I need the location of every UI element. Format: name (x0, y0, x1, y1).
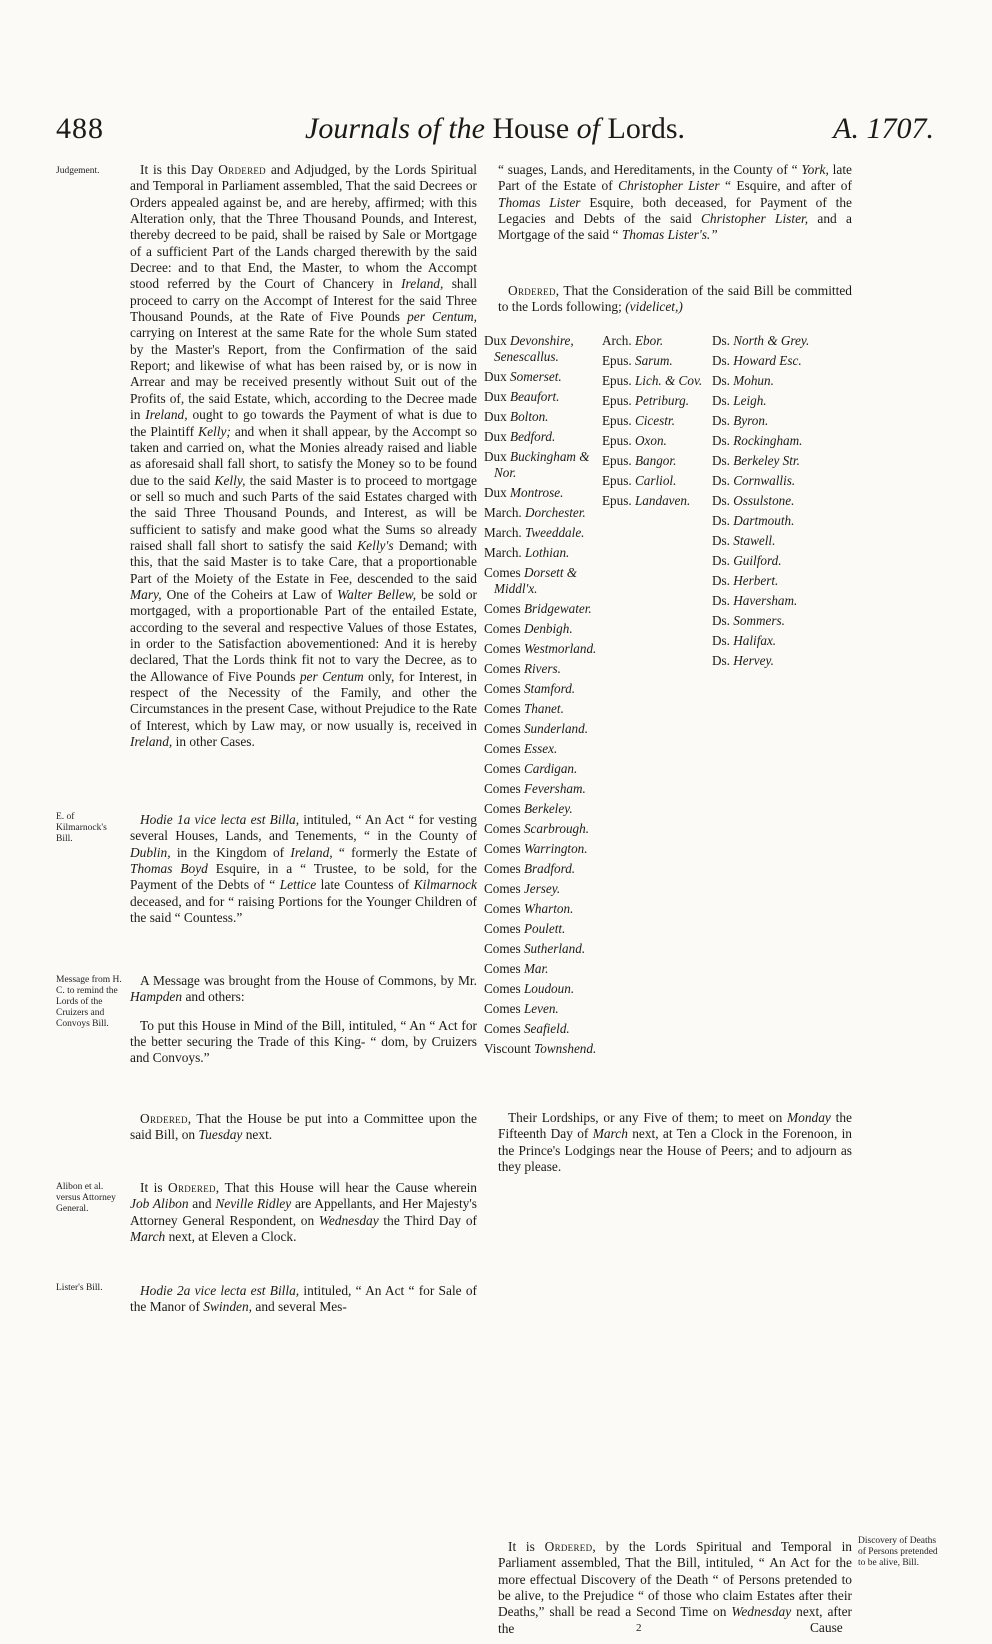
lord-entry (712, 373, 852, 389)
lord-name: Westmorland. (523, 641, 597, 656)
lord-title: Dux (484, 449, 507, 464)
margin-note-discovery: Discovery of Deaths of Persons pretended to be alive, Bill. (858, 1536, 938, 1568)
lord-title: Comes (484, 601, 521, 616)
lord-entry (484, 681, 598, 697)
lord-entry (484, 545, 598, 561)
lord-name: Leigh. (733, 393, 767, 408)
lord-entry (484, 449, 598, 481)
committee-entry: Ordered, That the House be put into a Committee upon the said Bill, on Tuesday next. (130, 1111, 477, 1143)
lord-entry (484, 701, 598, 717)
lord-title: Epus. (602, 353, 632, 368)
lord-name: Somerset. (510, 369, 562, 384)
lord-name: Montrose. (510, 485, 564, 500)
lord-entry (484, 389, 598, 405)
lord-title: March. (484, 505, 522, 520)
lister-continuation: “ suages, Lands, and Hereditaments, in the County of “ York, late Part of the Estate of Christopher Lister “ Esquire, and after of Thomas Lister Esquire, both deceased, for Payment of the Legacies and Debts of the said Christopher Lister, and a Mortgage of the said “ Thomas Lister's.” (498, 162, 852, 243)
lord-entry (484, 861, 598, 877)
lord-entry (484, 641, 598, 657)
lord-name: Devonshire, Senescallus. (494, 333, 574, 364)
lord-name: Mar. (523, 961, 549, 976)
judgement-paragraph: It is this Day Ordered and Adjudged, by the Lords Spiritual and Temporal in Parliament assembled, That the said Decrees or Orders appealed against be, and are hereby, affirmed; with this Alteration only, that the Three Thousand Pounds, and Interest, thereby decreed to be paid, shall be raised by Sale or Mortgage of a sufficient Part of the Lands charged therewith by the said Decree: and to that End, the Master, to whom the Accompt stood referred by the Court of Chancery in Ireland, shall proceed to carry on the Accompt of Interest for the said Three Thousand Pounds, at the Rate of Five Pounds per Centum, carrying on Interest at the same Rate for the whole Sum stated by the Master's Report, from the Confirmation of the said Report; and likewise of what has been raised by, or is now in Arrear and may be received presently without Suit out of the Profits of, the said Estate, which, according to the Decree made in Ireland, ought to go towards the Payment of what is due to the Plaintiff Kelly; and when it shall appear, by the Accompt so taken and carried on, what the Monies already raised and liable as aforesaid shall fall short, to satisfy the Money so to be found due to the said Kelly, the said Master is to proceed to mortgage or sell so much and such Parts of the said Estates charged with the said Three Thousand Pounds, and Interest, as will be sufficient to satisfy and make good what the Sums so already raised shall fall short to satisfy the said Kelly's Demand; with this, that the said Master is to take Care, that a proportionable Part of the Moiety of the Estate in Fee, descended to the said Mary, One of the Coheirs at Law of Walter Bellew, be sold or mortgaged, with a proportionable Part of the entailed Estate, according to the several and respective Values of those Estates, in order to the Satisfaction abovementioned: And it is hereby declared, That the Lords think fit not to vary the Decree, as to the Allowance of Five Pounds per Centum only, for Interest, in respect of the Necessity of the Family, and other the Circumstances in the present Case, without Prejudice to the Rate of Interest, which by Law may, or now usually is, received in Ireland, in other Cases. (130, 162, 478, 750)
lord-name: Petriburg. (634, 393, 690, 408)
lord-entry (484, 429, 598, 445)
lord-title: Comes (484, 621, 521, 636)
lord-entry (484, 761, 598, 777)
lord-name: Ebor. (634, 333, 664, 348)
lord-entry (484, 801, 598, 817)
lord-name: Haversham. (733, 593, 798, 608)
lords-list-dukes-earls (484, 333, 598, 1061)
lord-entry (712, 593, 852, 609)
lord-entry (602, 393, 714, 409)
lord-entry (484, 781, 598, 797)
lord-title: Epus. (602, 433, 632, 448)
running-title: Journals of the House of Lords. (305, 112, 685, 145)
lord-name: Dorsett & Middl'x. (494, 565, 578, 596)
lord-name: Scarbrough. (523, 821, 590, 836)
page-number: 488 (56, 112, 104, 145)
lord-entry (484, 881, 598, 897)
lord-title: Dux (484, 389, 507, 404)
lord-name: Leven. (523, 1001, 559, 1016)
lord-name: Loudoun. (523, 981, 575, 996)
lord-title: Comes (484, 921, 521, 936)
lord-title: Comes (484, 801, 521, 816)
lord-entry (712, 353, 852, 369)
lord-entry (712, 633, 852, 649)
lord-entry (712, 433, 852, 449)
lord-title: Ds. (712, 453, 730, 468)
lord-entry (484, 485, 598, 501)
lord-title: Epus. (602, 373, 632, 388)
lord-name: Poulett. (523, 921, 566, 936)
lord-entry (602, 493, 714, 509)
lord-title: Epus. (602, 493, 632, 508)
lord-title: Ds. (712, 493, 730, 508)
year: A. 1707. (833, 112, 934, 145)
lord-name: Buckingham & Nor. (494, 449, 590, 480)
lord-title: Comes (484, 661, 521, 676)
lord-title: Comes (484, 981, 521, 996)
margin-note-kilmarnock: E. of Kilmarnock's Bill. (56, 812, 107, 844)
lord-title: Comes (484, 1021, 521, 1036)
lord-name: Stamford. (523, 681, 576, 696)
lord-name: Herbert. (733, 573, 779, 588)
message-entry: A Message was brought from the House of Commons, by Mr. Hampden and others: To put this House in Mind of the Bill, intituled, “ An “ Act for the better securing the Trade of this King- “ dom, by Cruizers and Convoys.” (130, 973, 477, 1066)
lord-entry (712, 613, 852, 629)
lord-entry (712, 413, 852, 429)
lord-name: Bangor. (634, 453, 677, 468)
lord-title: Comes (484, 641, 521, 656)
lord-title: Dux (484, 409, 507, 424)
discovery-entry: It is Ordered, by the Lords Spiritual and Temporal in Parliament assembled, That the Bill, intituled, “ An Act for the more effectual Discovery of the Death “ of Persons pretended to be alive, to the Prejudice “ of those who claim Estates after their Deaths,” shall be read a Second Time on Wednesday next, after the (498, 1539, 853, 1636)
lord-title: Ds. (712, 553, 730, 568)
lord-name: Sommers. (733, 613, 785, 628)
lord-name: Bolton. (510, 409, 549, 424)
lord-name: North & Grey. (733, 333, 810, 348)
lord-name: Dorchester. (525, 505, 586, 520)
lord-name: Bradford. (523, 861, 576, 876)
lord-title: Epus. (602, 473, 632, 488)
lord-name: Stawell. (733, 533, 776, 548)
lord-title: Comes (484, 741, 521, 756)
lord-entry (484, 961, 598, 977)
lord-name: Seafield. (523, 1021, 570, 1036)
lord-entry (484, 565, 598, 597)
lord-title: Viscount (484, 1041, 531, 1056)
lord-title: Ds. (712, 593, 730, 608)
lord-entry (484, 941, 598, 957)
lord-name: Sarum. (634, 353, 673, 368)
lord-entry (484, 409, 598, 425)
lord-entry (484, 1041, 598, 1057)
lord-entry (602, 473, 714, 489)
lord-entry (484, 981, 598, 997)
alibon-entry: It is Ordered, That this House will hear the Cause wherein Job Alibon and Neville Ridley are Appellants, and Her Majesty's Attorney General Respondent, on Wednesday the Third Day of March next, at Eleven a Clock. (130, 1180, 477, 1245)
lord-entry (712, 453, 852, 469)
lord-name: Warrington. (523, 841, 588, 856)
lord-title: Ds. (712, 613, 730, 628)
lord-title: Comes (484, 941, 521, 956)
lord-entry (484, 721, 598, 737)
lord-title: Comes (484, 781, 521, 796)
lord-name: Cardigan. (523, 761, 578, 776)
lord-name: Mohun. (733, 373, 774, 388)
lord-name: Dartmouth. (733, 513, 795, 528)
lord-name: Bedford. (510, 429, 556, 444)
lord-name: Carliol. (634, 473, 677, 488)
lord-name: Wharton. (523, 901, 574, 916)
lord-entry (712, 473, 852, 489)
lord-title: Comes (484, 961, 521, 976)
lord-entry (602, 413, 714, 429)
lord-title: Dux (484, 485, 507, 500)
lord-title: Ds. (712, 573, 730, 588)
lord-entry (712, 513, 852, 529)
lord-title: Ds. (712, 373, 730, 388)
lord-title: Comes (484, 881, 521, 896)
lord-name: Lich. & Cov. (634, 373, 703, 388)
lord-title: Ds. (712, 393, 730, 408)
margin-note-alibon: Alibon et al. versus Attorney General. (56, 1182, 116, 1214)
lord-title: Ds. (712, 533, 730, 548)
lord-title: Comes (484, 901, 521, 916)
lord-name: Guilford. (733, 553, 782, 568)
lord-entry (484, 333, 598, 365)
lord-entry (712, 393, 852, 409)
lords-list-bishops (602, 333, 714, 513)
lord-name: Denbigh. (523, 621, 573, 636)
lord-name: Berkeley Str. (733, 453, 800, 468)
lordships-entry: Their Lordships, or any Five of them; to meet on Monday the Fifteenth Day of March next, at Ten a Clock in the Forenoon, in the Prince's Lodgings near the House of Peers; and to adjourn as they please. (498, 1110, 852, 1175)
lord-entry (712, 493, 852, 509)
lord-name: Feversham. (523, 781, 586, 796)
lord-entry (484, 921, 598, 937)
lord-title: Dux (484, 429, 507, 444)
lord-name: Howard Esc. (733, 353, 802, 368)
committed-entry: Ordered, That the Consideration of the said Bill be committed to the Lords following; (videlicet,) (498, 283, 853, 315)
kilmarnock-entry: Hodie 1a vice lecta est Billa, intituled, “ An Act “ for vesting several Houses, Lands, and Tenements, “ in the County of Dublin, in the Kingdom of Ireland, “ formerly the Estate of Thomas Boyd Esquire, in a “ Trustee, to be sold, for the Payment of the Debts of “ Lettice late Countess of Kilmarnock deceased, and for “ raising Portions for the Younger Children of the said “ Countess.” (130, 812, 478, 926)
lord-name: Byron. (733, 413, 769, 428)
lord-name: Jersey. (523, 881, 561, 896)
lord-entry (484, 1021, 598, 1037)
lord-title: Ds. (712, 413, 730, 428)
lord-name: Rivers. (523, 661, 561, 676)
lord-entry (484, 901, 598, 917)
lord-title: Comes (484, 861, 521, 876)
lord-entry (484, 505, 598, 521)
lord-entry (484, 525, 598, 541)
page-header (56, 112, 934, 152)
lord-name: Bridgewater. (523, 601, 592, 616)
lord-name: Lothian. (525, 545, 570, 560)
lord-name: Halifax. (733, 633, 777, 648)
lord-title: Comes (484, 721, 521, 736)
lord-title: Ds. (712, 333, 730, 348)
lord-name: Townshend. (534, 1041, 597, 1056)
lord-entry (484, 741, 598, 757)
lord-entry (602, 373, 714, 389)
lord-title: Comes (484, 701, 521, 716)
lord-entry (484, 601, 598, 617)
lord-name: Ossulstone. (733, 493, 795, 508)
left-column (130, 162, 477, 750)
catchword: Cause (810, 1620, 843, 1635)
lord-title: Comes (484, 565, 521, 580)
lord-title: Comes (484, 821, 521, 836)
lord-title: March. (484, 525, 522, 540)
lord-name: Beaufort. (510, 389, 560, 404)
lord-entry (484, 821, 598, 837)
lord-entry (602, 333, 714, 349)
lord-name: Hervey. (733, 653, 774, 668)
lord-title: Dux (484, 369, 507, 384)
lord-title: Arch. (602, 333, 632, 348)
lord-name: Landaven. (634, 493, 691, 508)
margin-note-judgement: Judgement. (56, 166, 100, 176)
lord-name: Essex. (523, 741, 558, 756)
lords-list (484, 333, 864, 1073)
lord-entry (712, 573, 852, 589)
lord-name: Tweeddale. (525, 525, 585, 540)
lord-title: March. (484, 545, 522, 560)
signature-mark: 2 (636, 1622, 642, 1634)
lord-entry (602, 353, 714, 369)
lord-title: Epus. (602, 453, 632, 468)
lord-name: Oxon. (634, 433, 667, 448)
lord-entry (602, 433, 714, 449)
lister-entry: Hodie 2a vice lecta est Billa, intituled, “ An Act “ for Sale of the Manor of Swinden, and several Mes- (130, 1283, 478, 1315)
lord-entry (484, 841, 598, 857)
lord-name: Berkeley. (523, 801, 573, 816)
lord-title: Ds. (712, 633, 730, 648)
lord-entry (712, 533, 852, 549)
lord-title: Ds. (712, 473, 730, 488)
lord-name: Sutherland. (523, 941, 586, 956)
lord-name: Cornwallis. (733, 473, 796, 488)
lord-title: Ds. (712, 513, 730, 528)
lord-title: Comes (484, 681, 521, 696)
lord-entry (484, 1001, 598, 1017)
lord-title: Dux (484, 333, 507, 348)
lord-entry (484, 661, 598, 677)
lords-list-barons (712, 333, 852, 673)
lord-title: Comes (484, 761, 521, 776)
lord-title: Comes (484, 841, 521, 856)
lord-title: Ds. (712, 653, 730, 668)
margin-note-lister: Lister's Bill. (56, 1283, 103, 1293)
lord-title: Ds. (712, 433, 730, 448)
lord-entry (712, 653, 852, 669)
lord-entry (712, 333, 852, 349)
margin-note-message: Message from H. C. to remind the Lords of the Cruizers and Convoys Bill. (56, 975, 122, 1029)
lord-name: Cicestr. (634, 413, 675, 428)
lord-title: Comes (484, 1001, 521, 1016)
lord-name: Rockingham. (733, 433, 803, 448)
lord-title: Epus. (602, 413, 632, 428)
lord-entry (484, 621, 598, 637)
lord-name: Sunderland. (523, 721, 589, 736)
lord-title: Epus. (602, 393, 632, 408)
lord-name: Thanet. (523, 701, 564, 716)
lord-title: Ds. (712, 353, 730, 368)
lord-entry (484, 369, 598, 385)
lord-entry (712, 553, 852, 569)
lord-entry (602, 453, 714, 469)
